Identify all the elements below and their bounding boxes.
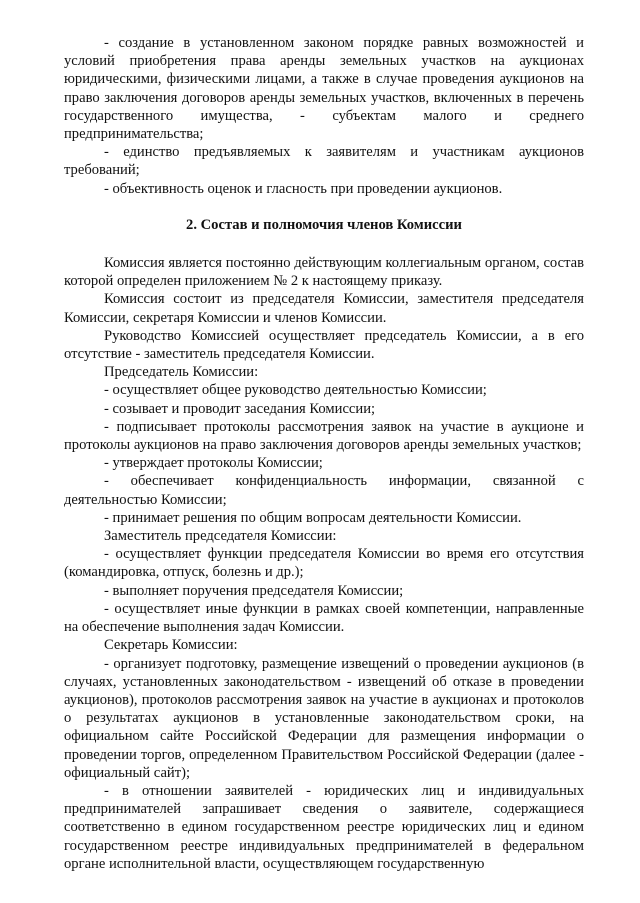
body-paragraph: - осуществляет иные функции в рамках своей компетенции, направленные на обеспечение выполнения задач Комиссии.	[64, 600, 584, 636]
intro-paragraph-2: - единство предъявляемых к заявителям и участникам аукционов требований;	[64, 144, 584, 179]
body-paragraph: - созывает и проводит заседания Комиссии;	[104, 400, 376, 417]
intro-paragraph-3: - объективность оценок и гласность при проведении аукционов.	[104, 180, 503, 197]
body-paragraph: Руководство Комиссией осуществляет председатель Комиссии, а в его отсутствие - заместитель председателя Комиссии.	[64, 327, 584, 363]
body-paragraph: - выполняет поручения председателя Комиссии;	[104, 582, 404, 599]
body-paragraph: Комиссия состоит из председателя Комиссии, заместителя председателя Комиссии, секретаря Комиссии и членов Комиссии.	[64, 291, 584, 326]
section-heading: 2. Состав и полномочия членов Комиссии	[186, 216, 462, 233]
body-paragraph: - обеспечивает конфиденциальность информации, связанной с деятельностью Комиссии;	[64, 473, 584, 508]
body-paragraph: - организует подготовку, размещение извещений о проведении аукционов (в случаях, установленных законодательством - извещений об отказе в проведении аукционов), протоколов рассмотрения заявок на участие в аукционах и протоколов о результатах аукционов в установленные законодательством сроки, на официальном сайте Российской Федерации для размещения информации о проведении торгов, определенном Правительством Российской Федерации (далее - официальный сайт);	[64, 655, 584, 781]
body-paragraph: - утверждает протоколы Комиссии;	[104, 455, 323, 472]
body-paragraph: - осуществляет функции председателя Комиссии во время его отсутствия (командировка, отпуск, болезнь и др.);	[64, 546, 584, 581]
body-paragraph: Заместитель председателя Комиссии:	[104, 528, 337, 545]
body-paragraph: - принимает решения по общим вопросам деятельности Комиссии.	[104, 509, 522, 526]
body-paragraph: Секретарь Комиссии:	[104, 637, 238, 654]
body-paragraph: - в отношении заявителей - юридических лиц и индивидуальных предпринимателей запрашивает сведения о заявителе, содержащиеся соответственно в едином государственном реестре юридических лиц и едином государственном реестре индивидуальных предпринимателей в федеральном органе исполнительной власти, осуществляющем государственную	[64, 782, 584, 872]
body-paragraph: - осуществляет общее руководство деятельностью Комиссии;	[104, 382, 487, 399]
body-paragraph: - подписывает протоколы рассмотрения заявок на участие в аукционе и протоколы аукционов на право заключения договоров аренды земельных участков;	[64, 418, 584, 454]
intro-paragraph-1: - создание в установленном законом порядке равных возможностей и условий приобретения права аренды земельных участков на аукционах юридическими, физическими лицами, а также в случае проведения аукционов на право заключения договоров аренды земельных участков, включенных в перечень государственного имущества, - субъектам малого и среднего предпринимательства;	[64, 35, 584, 143]
body-paragraph: Председатель Комиссии:	[104, 364, 259, 381]
body-paragraph: Комиссия является постоянно действующим коллегиальным органом, состав которой определен приложением № 2 к настоящему приказу.	[64, 255, 584, 290]
